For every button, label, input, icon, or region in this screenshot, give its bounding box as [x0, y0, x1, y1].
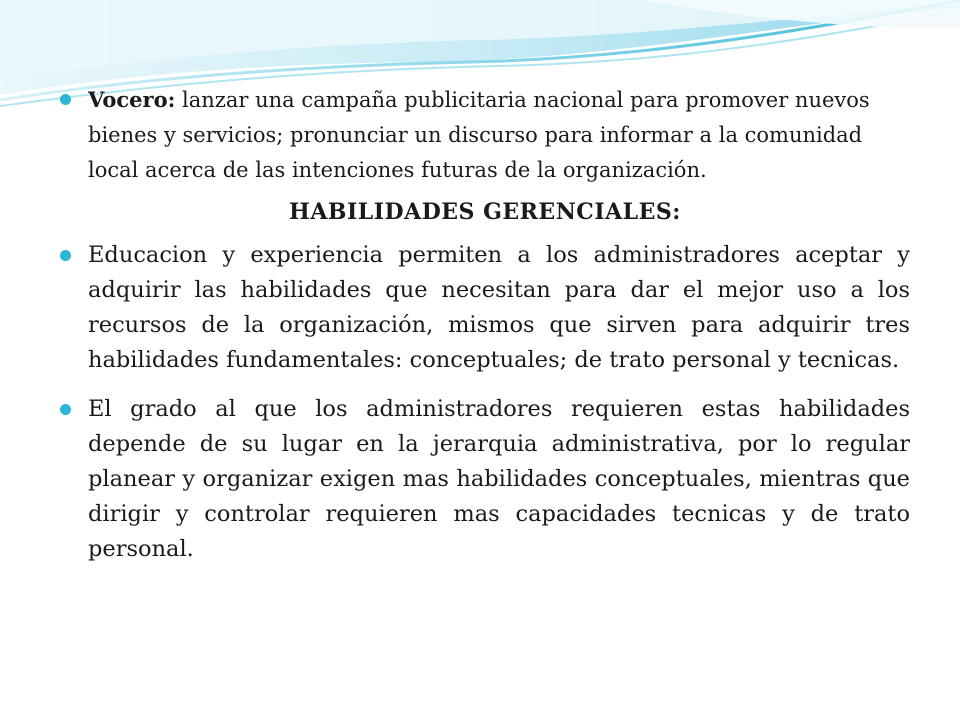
- section-heading: HABILIDADES GERENCIALES:: [289, 199, 681, 225]
- bullet-dot-icon: [60, 250, 71, 261]
- bullet-text: lanzar una campaña publicitaria nacional para promover nuevos bienes y servicios; pronunciar un discurso para informar a la comunidad local acerca de las intenciones futuras de la organización.: [88, 88, 870, 182]
- bullet-educacion: [60, 238, 910, 378]
- bullet-grado: [60, 392, 910, 567]
- bullet-dot-icon: [60, 404, 71, 415]
- bullet-lead-term: Vocero:: [88, 87, 176, 112]
- bullet-text: Educacion y experiencia permiten a los administradores aceptar y adquirir las habilidades que necesitan para dar el mejor uso a los recursos de la organización, mismos que sirven para adquirir tres habilidades fundamentales: conceptuales; de trato personal y tecnicas.: [88, 242, 910, 373]
- slide-content: [60, 82, 910, 567]
- bullet-vocero: [60, 82, 910, 188]
- bullet-dot-icon: [60, 94, 71, 105]
- bullet-text: El grado al que los administradores requieren estas habilidades depende de su lugar en la jerarquia administrativa, por lo regular planear y organizar exigen mas habilidades conceptuales, mientras que dirigir y controlar requieren mas capacidades tecnicas y de trato personal.: [88, 396, 910, 562]
